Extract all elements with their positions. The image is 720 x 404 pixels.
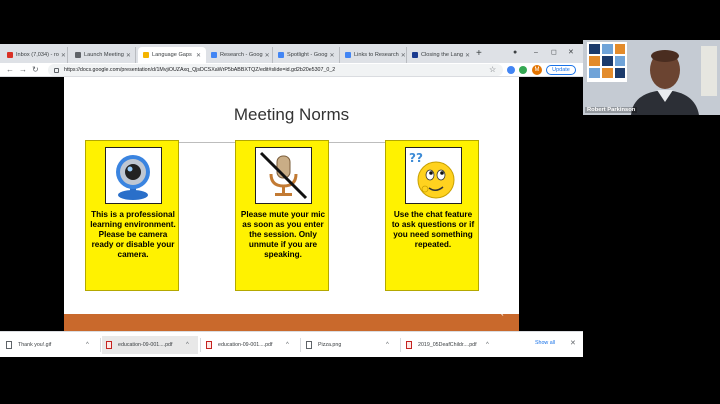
download-item[interactable]: Pizza.png ^ — [302, 336, 398, 354]
norm-card-chat — [385, 140, 479, 291]
svg-text:??: ?? — [409, 151, 423, 165]
window-close-button[interactable]: ✕ — [568, 49, 574, 56]
extension-icon[interactable] — [507, 66, 515, 74]
gmail-icon — [7, 52, 13, 58]
browser-toolbar — [0, 63, 583, 77]
reload-button[interactable]: ↻ — [32, 65, 39, 74]
maximize-button[interactable]: ◻ — [551, 49, 557, 56]
norm-text: Please mute your mic as soon as you enter the session. Only unmute if you are speaking. — [240, 210, 326, 259]
lock-icon — [54, 68, 59, 73]
close-icon[interactable]: ✕ — [264, 52, 270, 59]
mouse-cursor: ↖ — [497, 308, 505, 318]
close-downloads-button[interactable]: ✕ — [570, 340, 576, 347]
back-button[interactable]: ← — [6, 65, 14, 74]
tab-spotlight[interactable]: Spotlight - Goog ✕ — [273, 47, 340, 63]
slides-icon — [143, 52, 149, 58]
presentation-viewport — [0, 77, 583, 331]
extension-icon[interactable] — [519, 66, 527, 74]
slide — [64, 77, 519, 331]
chevron-up-icon[interactable]: ^ — [486, 342, 489, 348]
tab-inbox[interactable]: Inbox (7,034) - ro ✕ — [2, 47, 68, 63]
chevron-up-icon[interactable]: ^ — [86, 342, 89, 348]
webcam-icon — [105, 147, 162, 204]
close-icon[interactable]: ✕ — [329, 52, 335, 59]
norm-text: Use the chat feature to ask questions or if you need something repeated. — [391, 210, 475, 249]
url-text: https://docs.google.com/presentation/d/1MvjiOUZAxq_QjsDCSXaWrP5bABBXTQZ/edit#slide=id.gd2b20e5307_0_2 — [64, 67, 336, 73]
muted-microphone-icon — [255, 147, 312, 204]
norm-card-mute — [235, 140, 329, 291]
close-icon[interactable]: ✕ — [125, 52, 131, 59]
close-icon[interactable]: ✕ — [195, 52, 201, 59]
pdf-file-icon — [206, 341, 212, 349]
docs-icon — [345, 52, 351, 58]
docs-icon — [278, 52, 284, 58]
participant-video-tile[interactable] — [583, 40, 720, 115]
chevron-up-icon[interactable]: ^ — [186, 342, 189, 348]
update-button[interactable]: Update — [546, 65, 576, 75]
download-item[interactable]: education-09-001....pdf ^ — [102, 336, 198, 354]
norm-text: This is a professional learning environment. Please be camera ready or disable your camera. — [90, 210, 176, 259]
tab-research[interactable]: Research - Goog ✕ — [206, 47, 273, 63]
image-file-icon — [306, 341, 312, 349]
download-item[interactable]: education-09-001....pdf ^ — [202, 336, 298, 354]
pdf-file-icon — [406, 341, 412, 349]
pdf-file-icon — [106, 341, 112, 349]
word-icon — [412, 52, 418, 58]
file-icon — [6, 341, 12, 349]
browser-window — [0, 44, 583, 357]
tab-strip — [0, 44, 583, 63]
close-icon[interactable]: ✕ — [60, 52, 66, 59]
slide-title: Meeting Norms — [233, 105, 350, 124]
forward-button[interactable]: → — [19, 65, 27, 74]
new-tab-button[interactable]: + — [476, 48, 482, 59]
recording-icon[interactable]: ● — [513, 49, 518, 56]
close-icon[interactable]: ✕ — [464, 52, 471, 59]
thinking-face-icon — [405, 147, 462, 204]
chevron-up-icon[interactable]: ^ — [386, 342, 389, 348]
close-icon[interactable]: ✕ — [400, 52, 406, 59]
show-all-downloads-link[interactable]: Show all — [535, 340, 556, 346]
downloads-bar — [0, 331, 583, 357]
tab-language-gaps[interactable]: Language Gaps ✕ — [138, 47, 206, 63]
participant-name: Robert Parkinson — [587, 107, 636, 113]
norm-card-camera — [85, 140, 179, 291]
download-item[interactable]: Thank you!.gif ^ — [2, 336, 98, 354]
tab-launch-meeting[interactable]: Launch Meeting ✕ — [70, 47, 136, 63]
minimize-button[interactable]: – — [534, 49, 538, 56]
bookmark-star-icon[interactable]: ☆ — [489, 65, 497, 74]
docs-icon — [211, 52, 217, 58]
globe-icon — [75, 52, 81, 58]
video-frame — [583, 40, 720, 115]
download-item[interactable]: 2019_05DeafChildr....pdf ^ — [402, 336, 498, 354]
profile-avatar[interactable]: M — [532, 65, 542, 75]
slide-footer-bar — [64, 314, 519, 331]
address-bar[interactable] — [48, 64, 503, 76]
tab-closing-the-lang[interactable]: Closing the Lang ✕ — [407, 47, 474, 63]
tab-links-to-research[interactable]: Links to Research ✕ — [340, 47, 407, 63]
chevron-up-icon[interactable]: ^ — [286, 342, 289, 348]
